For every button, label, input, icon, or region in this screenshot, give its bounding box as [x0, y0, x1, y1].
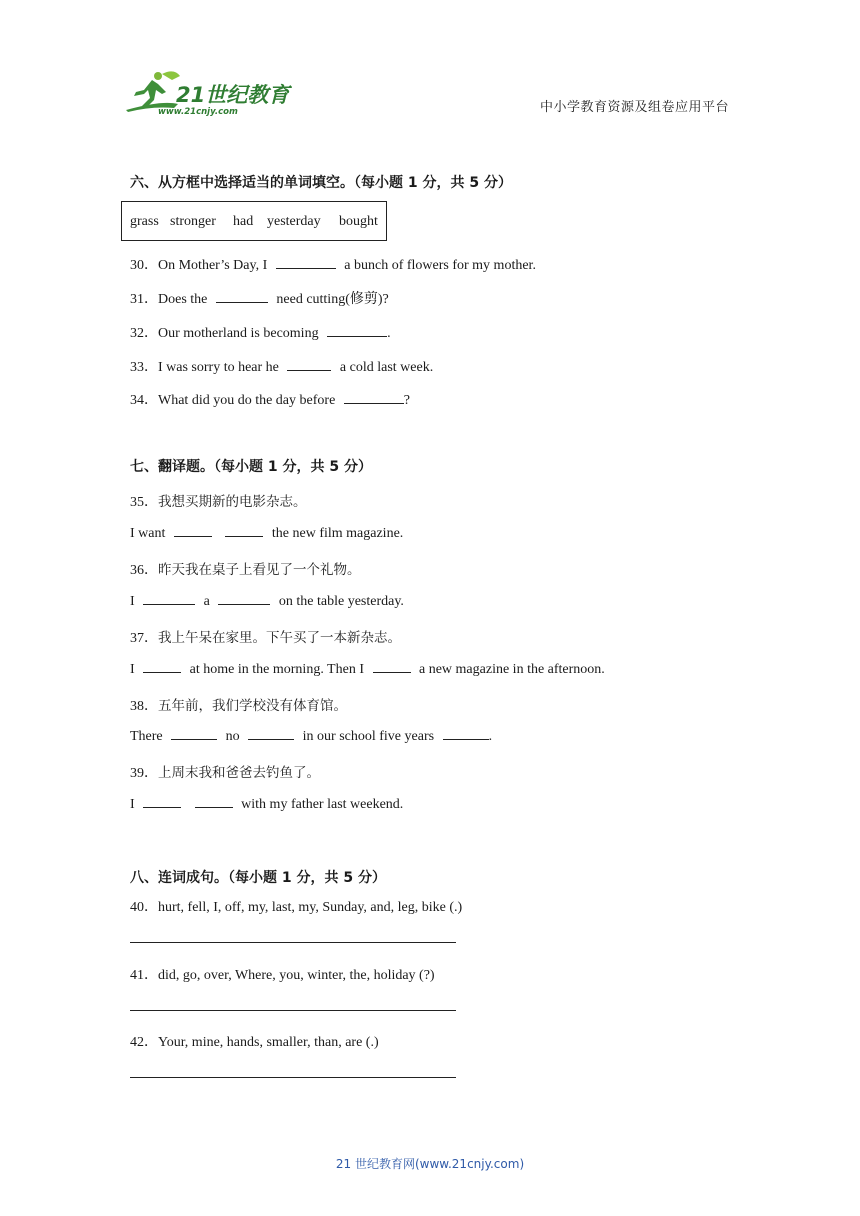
answer-line[interactable]	[130, 942, 456, 943]
answer-blank[interactable]	[216, 290, 268, 303]
word-option: had	[233, 214, 254, 229]
answer-blank[interactable]	[174, 524, 212, 537]
page-footer	[0, 1155, 860, 1172]
answer-line[interactable]	[130, 1010, 456, 1011]
answer-blank[interactable]	[225, 524, 263, 537]
answer-blank[interactable]	[287, 358, 331, 371]
question-32: 32．Our motherland is becoming .	[130, 326, 391, 341]
answer-blank[interactable]	[327, 324, 387, 337]
question-38-chinese: 38．五年前，我们学校没有体育馆。	[130, 698, 347, 714]
question-30: 30．On Mother’s Day, I a bunch of flowers for my mother.	[130, 258, 536, 273]
answer-blank[interactable]	[143, 592, 195, 605]
answer-line[interactable]	[130, 1077, 456, 1078]
svg-text:www.21cnjy.com: www.21cnjy.com	[158, 107, 238, 116]
section-8-title: 八、连词成句。（每小题 1 分，共 5 分）	[130, 870, 386, 886]
site-logo	[122, 70, 292, 116]
running-man-icon	[122, 70, 292, 116]
question-38-english: There no in our school five years .	[130, 729, 493, 744]
question-36-chinese: 36．昨天我在桌子上看见了一个礼物。	[130, 562, 361, 578]
question-35-chinese: 35．我想买期新的电影杂志。	[130, 494, 307, 510]
question-39-chinese: 39．上周末我和爸爸去钓鱼了。	[130, 765, 320, 781]
question-33: 33．I was sorry to hear he a cold last week.	[130, 360, 434, 375]
question-41: 41．did, go, over, Where, you, winter, the, holiday (?)	[130, 968, 435, 983]
word-box	[121, 201, 387, 241]
answer-blank[interactable]	[171, 727, 217, 740]
question-36-english: I a on the table yesterday.	[130, 594, 404, 609]
question-42: 42．Your, mine, hands, smaller, than, are (.)	[130, 1035, 379, 1050]
answer-blank[interactable]	[344, 391, 404, 404]
question-34: 34．What did you do the day before ?	[130, 393, 410, 408]
footer-text: 21 世纪教育网(www.21cnjy.com)	[335, 1157, 525, 1171]
question-37-english: I at home in the morning. Then I a new magazine in the afternoon.	[130, 662, 605, 677]
platform-name: 中小学教育资源及组卷应用平台	[539, 100, 729, 115]
answer-blank[interactable]	[143, 795, 181, 808]
question-39-english: I with my father last weekend.	[130, 797, 404, 812]
answer-blank[interactable]	[143, 660, 181, 673]
answer-blank[interactable]	[248, 727, 294, 740]
question-35-english: I want the new film magazine.	[130, 526, 404, 541]
answer-blank[interactable]	[195, 795, 233, 808]
word-option: grass	[130, 214, 159, 229]
svg-text:21世纪教育: 21世纪教育	[176, 83, 290, 107]
answer-blank[interactable]	[443, 727, 489, 740]
answer-blank[interactable]	[218, 592, 270, 605]
word-option: yesterday	[267, 214, 321, 229]
section-7-title: 七、翻译题。（每小题 1 分，共 5 分）	[130, 459, 372, 475]
question-31: 31．Does the need cutting(修剪)?	[130, 292, 389, 307]
answer-blank[interactable]	[276, 256, 336, 269]
question-40: 40．hurt, fell, I, off, my, last, my, Sunday, and, leg, bike (.)	[130, 900, 463, 915]
word-option: bought	[339, 214, 378, 229]
word-option: stronger	[170, 214, 216, 229]
section-6-title: 六、从方框中选择适当的单词填空。（每小题 1 分，共 5 分）	[130, 175, 512, 191]
answer-blank[interactable]	[373, 660, 411, 673]
question-37-chinese: 37．我上午呆在家里。下午买了一本新杂志。	[130, 630, 401, 646]
